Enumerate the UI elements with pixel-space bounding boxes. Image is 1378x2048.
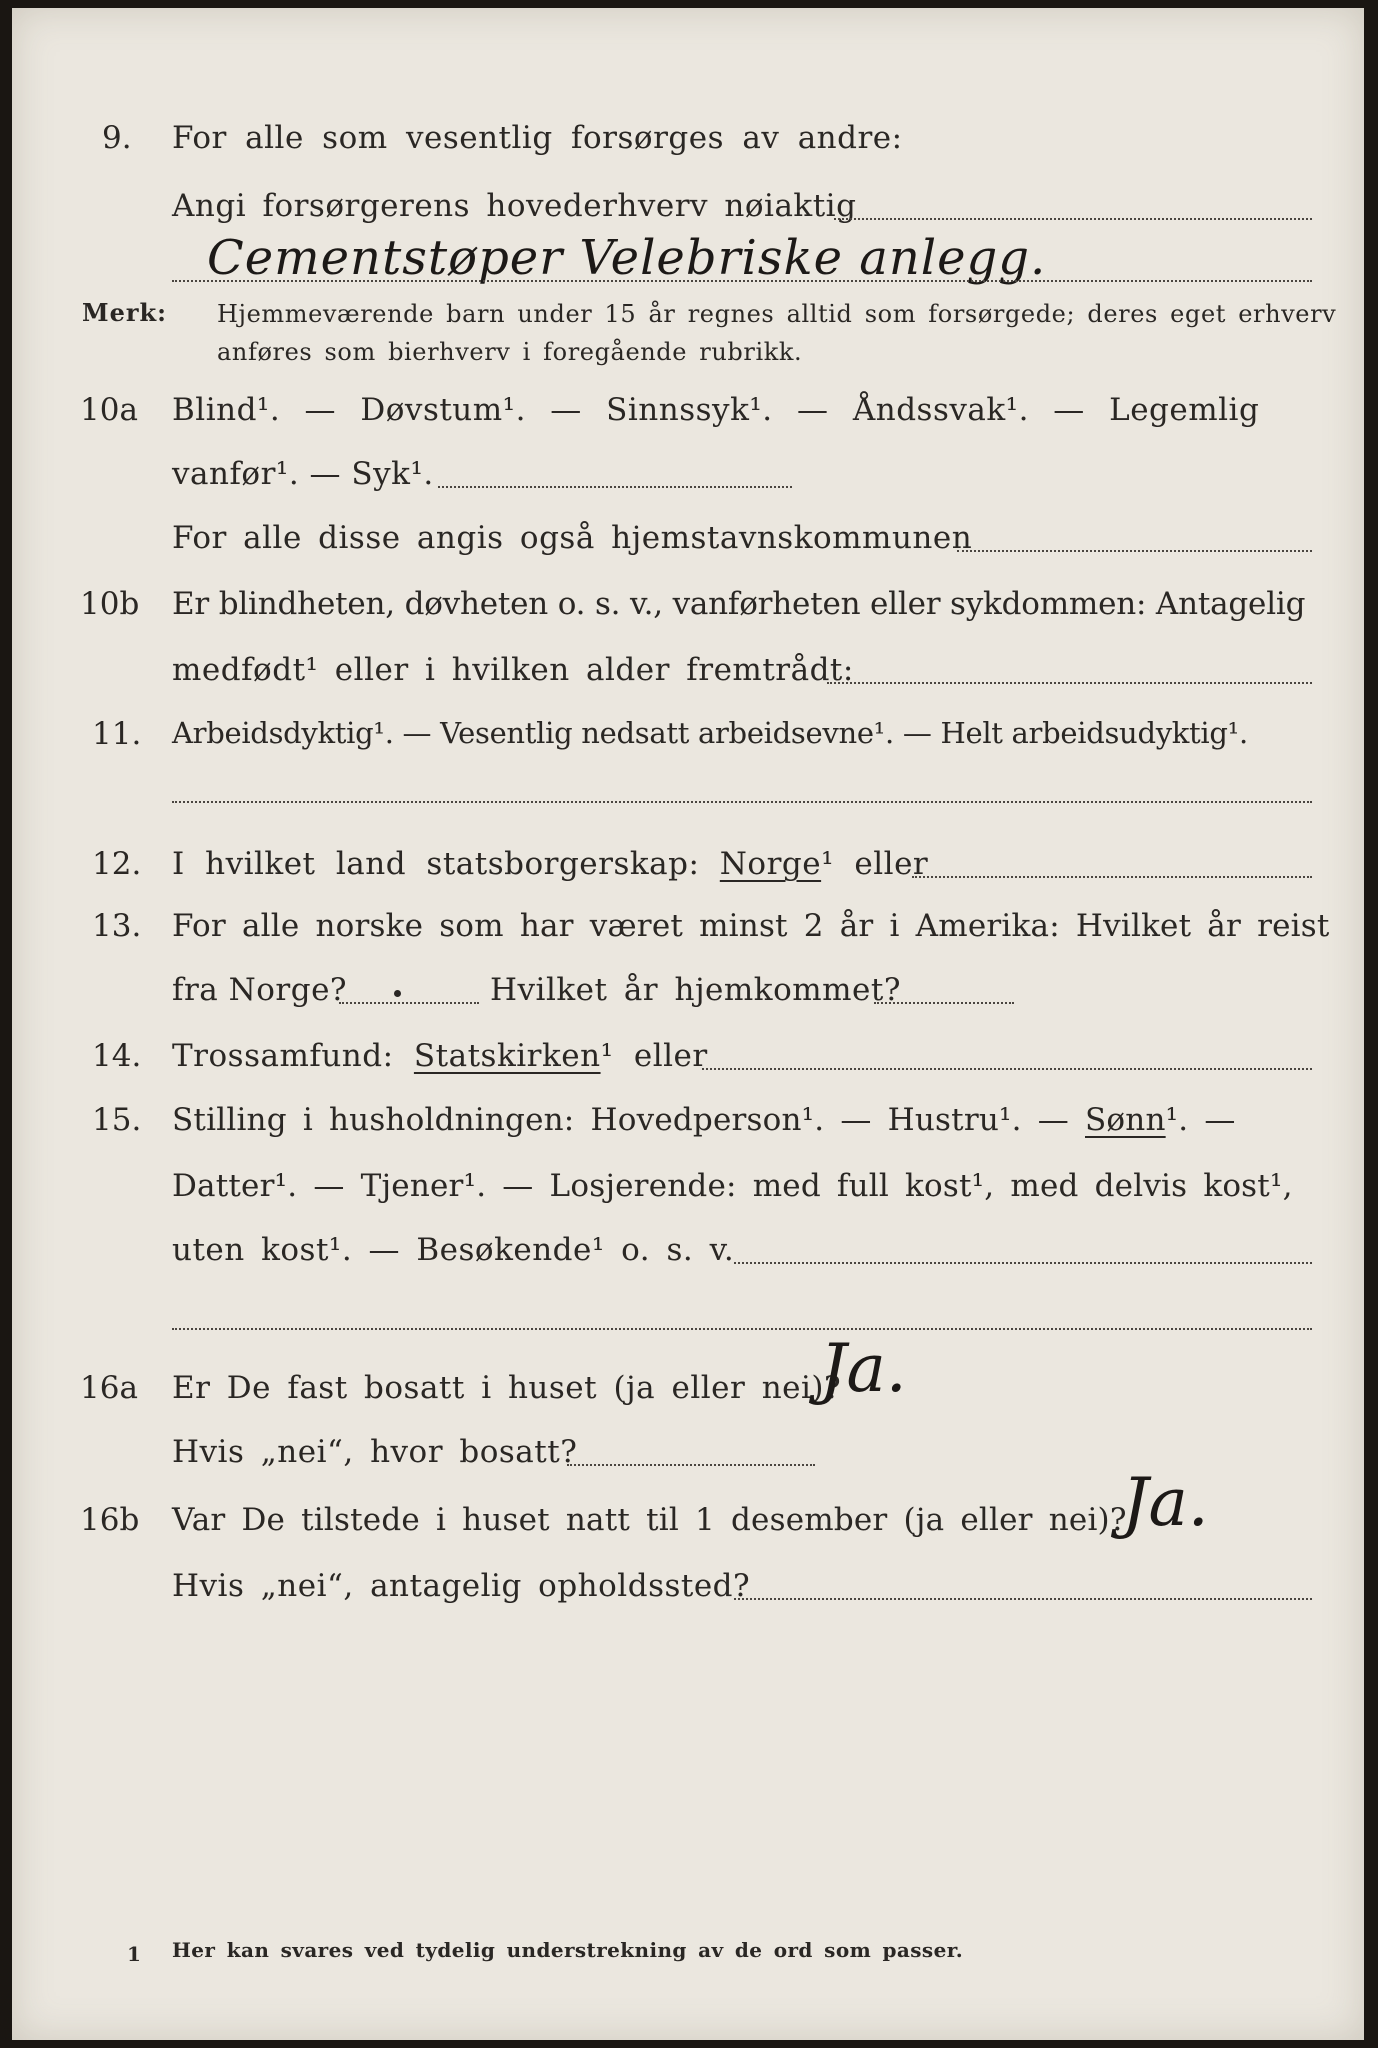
q15-line3: uten kost¹. — Besøkende¹ o. s. v. <box>172 1232 735 1268</box>
q12-dotted-line <box>912 876 1312 878</box>
q14-line <box>172 1038 708 1074</box>
q13-hjemkommet: Hvilket år hjemkommet? <box>490 972 901 1008</box>
q15-underlined-answer: Sønn <box>1085 1102 1166 1138</box>
q13-number: 13. <box>92 908 142 944</box>
q15-line1-text: Stilling i husholdningen: Hovedperson¹. — Hustru¹. — <box>172 1102 1069 1138</box>
q10a-line1: Blind¹. — Døvstum¹. — Sinnssyk¹. — Åndssvak¹. — Legemlig <box>172 392 1260 428</box>
q16a-number: 16a <box>80 1370 138 1406</box>
q12-line <box>172 846 928 882</box>
q10a-line3: For alle disse angis også hjemstavnskommunen <box>172 520 973 556</box>
q13-line1: For alle norske som har været minst 2 år i Amerika: Hvilket år reist <box>172 908 1330 944</box>
q16b-dotted-line <box>734 1598 1312 1600</box>
q10a-line2: vanfør¹. — Syk¹. <box>172 456 434 492</box>
q15-number: 15. <box>92 1102 142 1138</box>
q10b-line2: medfødt¹ eller i hvilken alder fremtrådt: <box>172 652 854 688</box>
q14-question: Trossamfund: <box>172 1038 394 1074</box>
q16b-handwritten-answer: Ja. <box>1122 1464 1209 1541</box>
q14-underlined-answer: Statskirken <box>413 1038 601 1074</box>
q16a-line2: Hvis „nei“, hvor bosatt? <box>172 1434 578 1470</box>
q15-line1 <box>172 1102 1236 1138</box>
q16b-line2: Hvis „nei“, antagelig opholdssted? <box>172 1568 751 1604</box>
q10b-line1: Er blindheten, døvheten o. s. v., vanførheten eller sykdommen: Antagelig <box>172 586 1306 622</box>
q10b-number: 10b <box>80 586 140 622</box>
q14-dotted-line <box>702 1068 1312 1070</box>
q11-line1: Arbeidsdyktig¹. — Vesentlig nedsatt arbeidsevne¹. — Helt arbeidsudyktig¹. <box>172 716 1248 750</box>
q13-fra-norge-dotted-line <box>339 1002 479 1004</box>
q16a-dotted-line <box>567 1464 815 1466</box>
merk-line2: anføres som bierhverv i foregående rubrikk. <box>217 338 803 366</box>
q15-line1-suffix: ¹. — <box>1165 1102 1236 1138</box>
q9-dotted-line <box>834 218 1312 220</box>
q11-answer-line <box>172 801 1312 803</box>
q16b-number: 16b <box>80 1502 140 1538</box>
q9-line2: Angi forsørgerens hovederhverv nøiaktig <box>172 188 857 224</box>
q12-number: 12. <box>92 846 142 882</box>
q15-answer-line <box>172 1328 1312 1330</box>
merk-line1: Hjemmeværende barn under 15 år regnes alltid som forsørgede; deres eget erhverv <box>217 300 1337 328</box>
q9-line1: For alle som vesentlig forsørges av andre: <box>172 120 903 156</box>
merk-label: Merk: <box>82 298 167 327</box>
q9-number: 9. <box>102 120 132 156</box>
q10a-hjemstavn-dotted-line <box>957 550 1312 552</box>
footnote-text: Her kan svares ved tydelig understrekning av de ord som passer. <box>172 1938 964 1962</box>
q16a-line1: Er De fast bosatt i huset (ja eller nei)? <box>172 1370 842 1406</box>
q11-number: 11. <box>92 716 142 752</box>
q10a-number: 10a <box>80 392 138 428</box>
q16b-line1: Var De tilstede i huset natt til 1 desember (ja eller nei)? <box>172 1502 1127 1538</box>
q14-number: 14. <box>92 1038 142 1074</box>
footnote-mark: 1 <box>127 1942 142 1966</box>
q12-question: I hvilket land statsborgerskap: <box>172 846 700 882</box>
q16a-handwritten-answer: Ja. <box>820 1330 907 1407</box>
q12-suffix: ¹ eller <box>821 846 929 882</box>
q10b-dotted-line <box>827 682 1312 684</box>
q9-answer-line <box>172 280 1312 282</box>
q12-underlined-answer: Norge <box>719 846 822 882</box>
q15-line2: Datter¹. — Tjener¹. — Losjerende: med full kost¹, med delvis kost¹, <box>172 1168 1293 1204</box>
q15-dotted-line <box>734 1262 1312 1264</box>
census-form-page <box>12 8 1364 2040</box>
q13-hjemkommet-dotted-line <box>874 1002 1014 1004</box>
q13-ink-mark <box>394 990 401 997</box>
q13-fra-norge: fra Norge? <box>172 972 348 1008</box>
q9-handwritten-answer: Cementstøper Velebriske anlegg. <box>207 230 1047 286</box>
q14-suffix: ¹ eller <box>600 1038 708 1074</box>
q10a-syk-dotted-line <box>438 486 792 488</box>
